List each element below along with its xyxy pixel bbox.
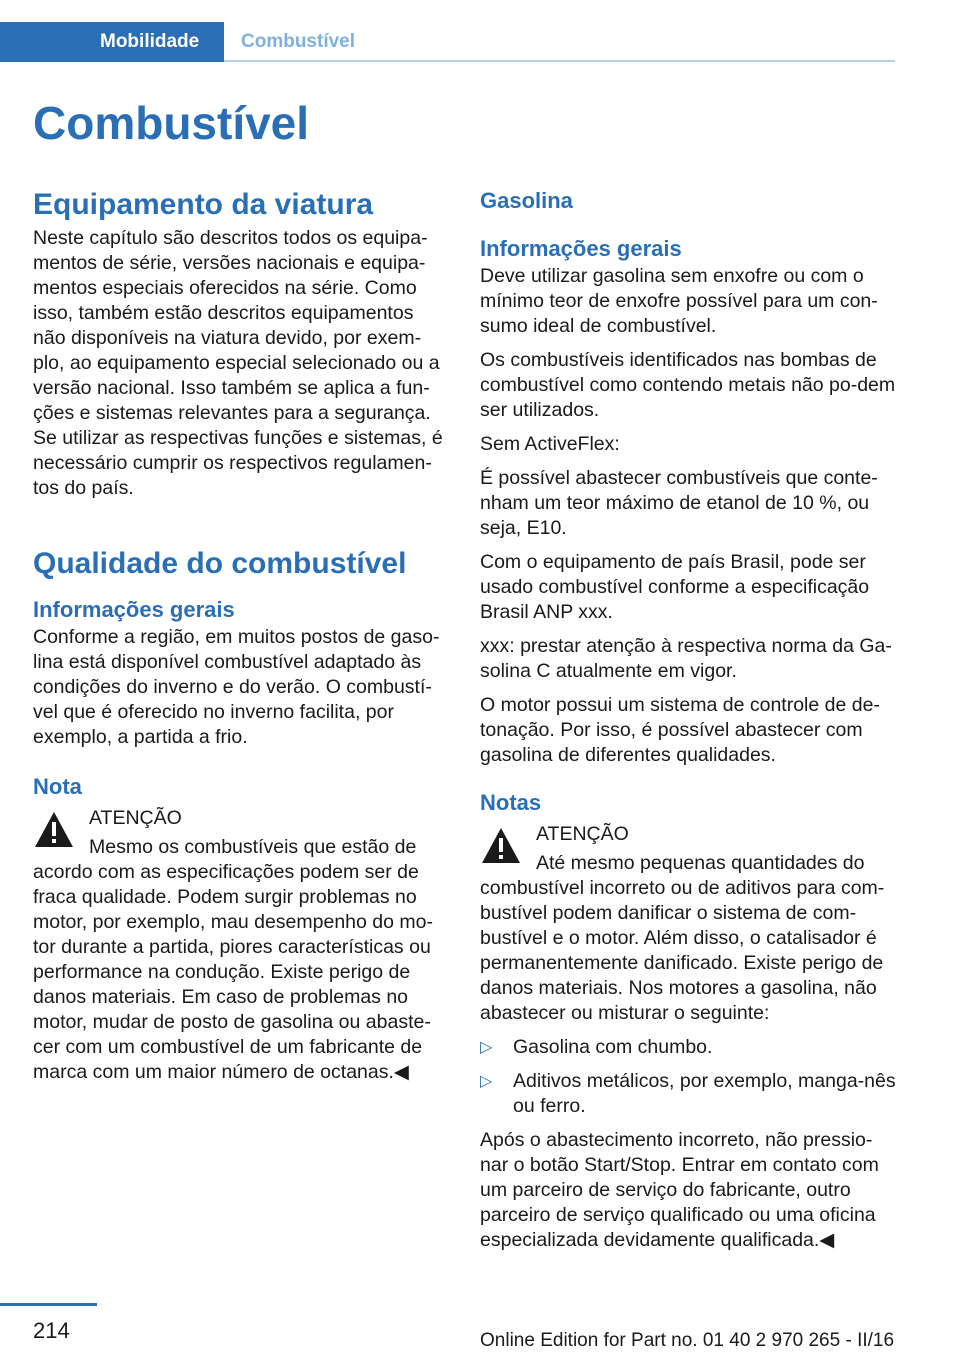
page-number: 214 — [33, 1318, 70, 1343]
heading-gasolina: Gasolina — [480, 188, 573, 213]
paragraph-informacoes: Conforme a região, em muitos postos de gaso‐lina está disponível combustível adaptado às condições do inverno e do verão. O combustí‐vel que é oferecido no inverno facilita, por exemplo, a partida a frio. — [33, 626, 440, 748]
paragraph-after: Após o abastecimento incorreto, não pressio‐nar o botão Start/Stop. Entrar em contato com um parceiro de serviço do fabricante, outro parceiro de serviço qualificado ou uma oficina especializada devidamente qualificada.◀ — [480, 1129, 879, 1251]
warning-block — [33, 806, 449, 1085]
heading-equipamento: Equipamento da viatura — [33, 188, 374, 221]
right-column — [480, 188, 896, 1262]
list-item — [480, 1069, 896, 1119]
warning-icon — [33, 810, 75, 850]
warning-text: Mesmo os combustíveis que estão de acordo com as especificações podem ser de fraca qualidade. Podem surgir problemas no motor, por exemplo, mau desempenho do mo‐tor durante a partida, piores características ou performance na condução. Existe perigo de danos materiais. Em caso de problemas no motor, mudar de posto de gasolina ou abaste‐cer com um combustível de um fabricante de marca com um maior número de octanas.◀ — [33, 836, 433, 1083]
paragraph-4: É possível abastecer combustíveis que conte‐nham um teor máximo de etanol de 10 %, ou seja, E10. — [480, 467, 878, 539]
paragraph-1: Deve utilizar gasolina sem enxofre ou com o mínimo teor de enxofre possível para um con‐sumo ideal de combustível. — [480, 265, 878, 337]
footer-rule — [0, 1303, 97, 1306]
running-header — [0, 22, 895, 62]
triangle-bullet-icon: ▷ — [480, 1073, 493, 1090]
paragraph-5: Com o equipamento de país Brasil, pode ser usado combustível conforme a especificação Brasil ANP xxx. — [480, 551, 870, 623]
page-title: Combustível — [33, 97, 310, 149]
chapter-label: Combustível — [241, 31, 356, 52]
warning-block-right — [480, 822, 896, 1026]
warning-icon — [480, 826, 522, 866]
paragraph-2: Os combustíveis identificados nas bombas de combustível como contendo metais não po‐dem ser utilizados. — [480, 349, 896, 421]
warning-title: ATENÇÃO — [536, 823, 629, 845]
heading-qualidade: Qualidade do combustível — [33, 547, 407, 580]
warning-text: Até mesmo pequenas quantidades do combustível incorreto ou de aditivos para com‐bustível podem danificar o sistema de com‐bustível e o motor. Além disso, o catalisador é permanentemente danificado. Existe perigo de danos materiais. Nos motores a gasolina, não abastecer ou misturar o seguinte: — [480, 852, 885, 1024]
heading-nota: Nota — [33, 774, 82, 799]
triangle-bullet-icon: ▷ — [480, 1039, 493, 1056]
header-rule — [224, 60, 895, 62]
paragraph-equipamento: Neste capítulo são descritos todos os equipa‐mentos de série, versões nacionais e equipa‐mentos especiais oferecidos na série. Como isso, também estão descritos equipamentos não disponíveis na viatura devido, por exem‐plo, ao equipamento especial selecionado ou a versão nacional. Isso também se aplica a fun‐ções e sistemas relevantes para a segurança. Se utilizar as respectivas funções e sistemas, é necessário cumprir os respectivos regulamen‐tos do país. — [33, 227, 443, 499]
paragraph-3: Sem ActiveFlex: — [480, 433, 620, 455]
heading-informacoes-gerais-right: Informações gerais — [480, 236, 682, 261]
paragraph-7: O motor possui um sistema de controle de de‐tonação. Por isso, é possível abastecer com gasolina de diferentes qualidades. — [480, 694, 880, 766]
list-item-text: Aditivos metálicos, por exemplo, manga‐nês ou ferro. — [513, 1070, 896, 1117]
heading-notas: Notas — [480, 790, 542, 815]
section-label: Mobilidade — [100, 31, 200, 52]
list-item-text: Gasolina com chumbo. — [513, 1036, 713, 1058]
heading-informacoes-gerais: Informações gerais — [33, 597, 235, 622]
left-column — [33, 188, 449, 1094]
bullet-list — [480, 1035, 896, 1119]
warning-title: ATENÇÃO — [89, 807, 182, 829]
list-item — [480, 1035, 896, 1060]
paragraph-6: xxx: prestar atenção à respectiva norma da Ga‐solina C atualmente em vigor. — [480, 635, 892, 682]
edition-note: Online Edition for Part no. 01 40 2 970 265 - II/16 — [480, 1330, 895, 1351]
